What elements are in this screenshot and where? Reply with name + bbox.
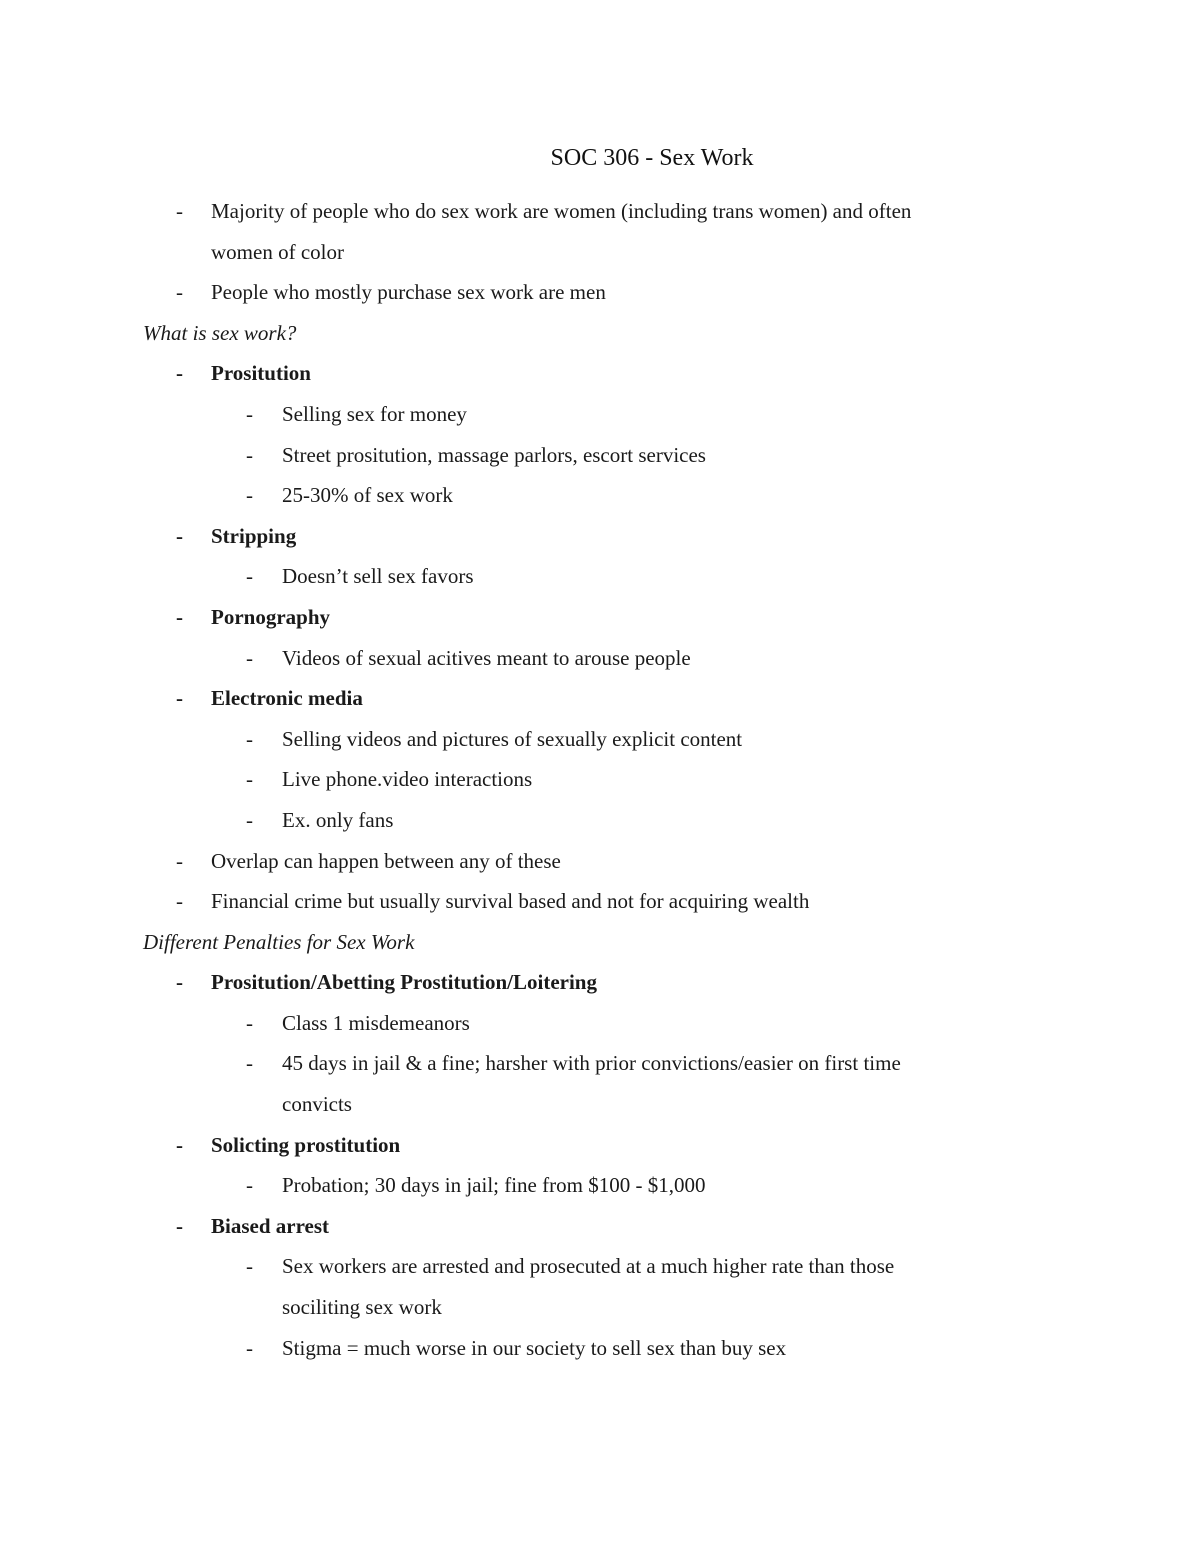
bullet-dash: - xyxy=(246,442,253,467)
sub-list-item xyxy=(143,638,1043,679)
sub-list-item xyxy=(143,1003,1043,1044)
sub-list-item xyxy=(143,800,1043,841)
list-item xyxy=(143,881,1043,922)
bullet-dash: - xyxy=(176,361,183,386)
bullet-dash: - xyxy=(176,889,183,914)
list-item-continuation xyxy=(143,232,1043,273)
bullet-dash: - xyxy=(176,1213,183,1238)
bullet-dash: - xyxy=(176,280,183,305)
list-item-pornography xyxy=(143,597,1043,638)
bullet-dash: - xyxy=(246,1010,253,1035)
sub-list-item-text: Class 1 misdemeanors xyxy=(282,1010,470,1035)
list-item-label: Pornography xyxy=(211,604,331,629)
list-item-electronic-media xyxy=(143,678,1043,719)
bullet-dash: - xyxy=(176,686,183,711)
sub-list-item-text: Doesn’t sell sex favors xyxy=(282,564,474,589)
list-item-prostitution xyxy=(143,353,1043,394)
sub-list-item xyxy=(143,759,1043,800)
bullet-dash: - xyxy=(246,1335,253,1360)
sub-list-item-text: Selling videos and pictures of sexually explicit content xyxy=(282,726,743,751)
list-item-text: Financial crime but usually survival based and not for acquiring wealth xyxy=(211,889,810,914)
sub-list-item xyxy=(143,1043,1043,1084)
sub-list-item-text: Ex. only fans xyxy=(282,807,394,832)
list-item-label: Stripping xyxy=(211,523,297,548)
sub-list-item xyxy=(143,394,1043,435)
list-item-prostitution-penalties xyxy=(143,962,1043,1003)
list-item-label: Electronic media xyxy=(211,686,363,711)
bullet-dash: - xyxy=(246,645,253,670)
bullet-dash: - xyxy=(176,199,183,223)
list-item xyxy=(143,272,1043,313)
list-item-text: women of color xyxy=(211,239,344,264)
sub-list-item-continuation xyxy=(143,1084,1043,1125)
bullet-dash: - xyxy=(176,604,183,629)
sub-list-item-text: Street prositution, massage parlors, escort services xyxy=(282,442,706,467)
list-item-biased-arrest xyxy=(143,1206,1043,1247)
sub-list-item-text: 25-30% of sex work xyxy=(282,483,453,508)
list-item xyxy=(143,841,1043,882)
list-item-label: Prositution/Abetting Prostitution/Loitering xyxy=(211,970,597,995)
list-item-text: People who mostly purchase sex work are men xyxy=(211,280,606,305)
sub-list-item xyxy=(143,556,1043,597)
bullet-dash: - xyxy=(176,1132,183,1157)
sub-list-item xyxy=(143,719,1043,760)
sub-list-item-text: Probation; 30 days in jail; fine from $100 - $1,000 xyxy=(282,1173,706,1198)
bullet-dash: - xyxy=(176,970,183,995)
sub-list-item-text: sociliting sex work xyxy=(282,1295,442,1320)
list-item-label: Prositution xyxy=(211,361,311,386)
sub-list-item-text: 45 days in jail & a fine; harsher with prior convictions/easier on first time xyxy=(282,1051,901,1076)
sub-list-item-text: Sex workers are arrested and prosecuted at a much higher rate than those xyxy=(282,1254,895,1279)
bullet-dash: - xyxy=(176,848,183,873)
bullet-dash: - xyxy=(246,726,253,751)
list-item-label: Solicting prostitution xyxy=(211,1132,401,1157)
list-item-stripping xyxy=(143,516,1043,557)
bullet-dash: - xyxy=(246,564,253,589)
sub-list-item-text: Live phone.video interactions xyxy=(282,767,533,792)
page-title: SOC 306 - Sex Work xyxy=(550,145,754,171)
list-item-soliciting xyxy=(143,1125,1043,1166)
document-body xyxy=(143,191,1043,1368)
bullet-dash: - xyxy=(246,483,253,508)
sub-list-item-text: Selling sex for money xyxy=(282,401,467,426)
section-heading-what-is-sex-work: What is sex work? xyxy=(143,320,297,345)
section-heading-penalties: Different Penalties for Sex Work xyxy=(143,929,415,954)
sub-list-item-text: Videos of sexual acitives meant to arouse people xyxy=(282,645,691,670)
sub-list-item xyxy=(143,435,1043,476)
list-item-label: Biased arrest xyxy=(211,1213,330,1238)
bullet-dash: - xyxy=(176,523,183,548)
sub-list-item xyxy=(143,475,1043,516)
sub-list-item xyxy=(143,1246,1043,1287)
sub-list-item-text: Stigma = much worse in our society to sell sex than buy sex xyxy=(282,1335,787,1360)
bullet-dash: - xyxy=(246,401,253,426)
sub-list-item-continuation xyxy=(143,1287,1043,1328)
list-item xyxy=(143,191,1043,232)
bullet-dash: - xyxy=(246,1254,253,1279)
sub-list-item xyxy=(143,1328,1043,1369)
bullet-dash: - xyxy=(246,767,253,792)
list-item-text: Overlap can happen between any of these xyxy=(211,848,561,873)
list-item-text: Majority of people who do sex work are women (including trans women) and often xyxy=(211,199,912,223)
sub-list-item xyxy=(143,1165,1043,1206)
bullet-dash: - xyxy=(246,1173,253,1198)
sub-list-item-text: convicts xyxy=(282,1092,352,1117)
bullet-dash: - xyxy=(246,1051,253,1076)
bullet-dash: - xyxy=(246,807,253,832)
